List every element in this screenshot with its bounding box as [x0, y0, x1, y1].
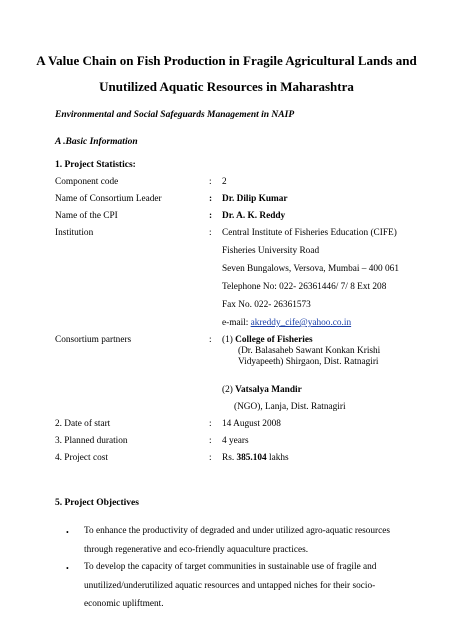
cpi-value: Dr. A. K. Reddy: [222, 211, 286, 221]
partner-1: [222, 335, 313, 345]
consortium-partners-label: Consortium partners: [55, 335, 132, 345]
project-cost-amount: 385.104: [236, 453, 267, 463]
email-link[interactable]: akreddy_cife@yahoo.co.in: [250, 318, 352, 328]
bullet-icon: •: [66, 564, 69, 573]
document-title-line-1: A Value Chain on Fish Production in Fragile Agricultural Lands and: [36, 53, 417, 68]
document-title-line-2: Unutilized Aquatic Resources in Maharashtra: [99, 79, 354, 94]
consortium-leader-value: Dr. Dilip Kumar: [222, 194, 288, 204]
separator: :: [209, 453, 212, 463]
partner-2: [222, 385, 302, 395]
partner-1-detail: Vidyapeeth) Shirgaon, Dist. Ratnagiri: [238, 357, 379, 367]
component-code-value: 2: [222, 177, 227, 187]
separator: :: [209, 335, 212, 345]
institution-line: Central Institute of Fisheries Education (CIFE): [222, 228, 397, 238]
objective-item: [84, 522, 409, 559]
partner-1-name: College of Fisheries: [235, 335, 313, 345]
objective-line: To enhance the productivity of degraded and under utilized agro-aquatic resources: [84, 526, 391, 536]
separator: :: [209, 177, 212, 187]
email-prefix: e-mail:: [222, 318, 251, 328]
objective-line: through regenerative and eco-friendly aquaculture practices.: [84, 544, 309, 555]
date-of-start-label: 2. Date of start: [55, 419, 111, 429]
basic-info-heading: A .Basic Information: [55, 137, 138, 147]
partner-2-detail: (NGO), Lanja, Dist. Ratnagiri: [234, 402, 346, 412]
planned-duration-label: 3. Planned duration: [55, 436, 128, 446]
separator: :: [209, 419, 212, 429]
project-cost-prefix: Rs.: [222, 453, 235, 463]
cpi-label: Name of the CPI: [55, 211, 118, 221]
objective-line: unutilized/underutilized aquatic resources and untapped niches for their socio-: [84, 580, 376, 591]
partner-2-name: Vatsalya Mandir: [235, 385, 302, 395]
institution-line: Fisheries University Road: [222, 246, 320, 256]
project-cost-value: [222, 453, 289, 463]
planned-duration-value: 4 years: [222, 436, 249, 446]
objective-item: [84, 558, 409, 614]
consortium-leader-label: Name of Consortium Leader: [55, 194, 162, 204]
institution-line: Telephone No: 022- 26361446/ 7/ 8 Ext 208: [222, 282, 387, 292]
separator: :: [209, 211, 213, 221]
separator: :: [209, 194, 213, 204]
objective-line: To develop the capacity of target communities in sustainable use of fragile and: [84, 562, 377, 572]
objective-line: economic upliftment.: [84, 599, 164, 609]
project-cost-suffix: lakhs: [269, 453, 289, 463]
bullet-icon: •: [66, 528, 69, 537]
partner-1-number: (1): [222, 335, 233, 345]
safeguards-heading: Environmental and Social Safeguards Management in NAIP: [55, 110, 295, 120]
partner-2-number: (2): [222, 385, 233, 395]
project-objectives-heading: 5. Project Objectives: [55, 498, 139, 508]
project-cost-label: 4. Project cost: [55, 453, 108, 463]
separator: :: [209, 436, 212, 446]
component-code-label: Component code: [55, 177, 119, 187]
separator: :: [209, 228, 212, 238]
institution-line: Seven Bungalows, Versova, Mumbai – 400 061: [222, 264, 399, 274]
institution-label: Institution: [55, 228, 94, 238]
institution-line: Fax No. 022- 26361573: [222, 300, 311, 310]
project-statistics-heading: 1. Project Statistics:: [55, 160, 136, 170]
partner-1-detail: (Dr. Balasaheb Sawant Konkan Krishi: [238, 346, 381, 356]
date-of-start-value: 14 August 2008: [222, 419, 281, 429]
institution-email-line: [222, 318, 351, 328]
